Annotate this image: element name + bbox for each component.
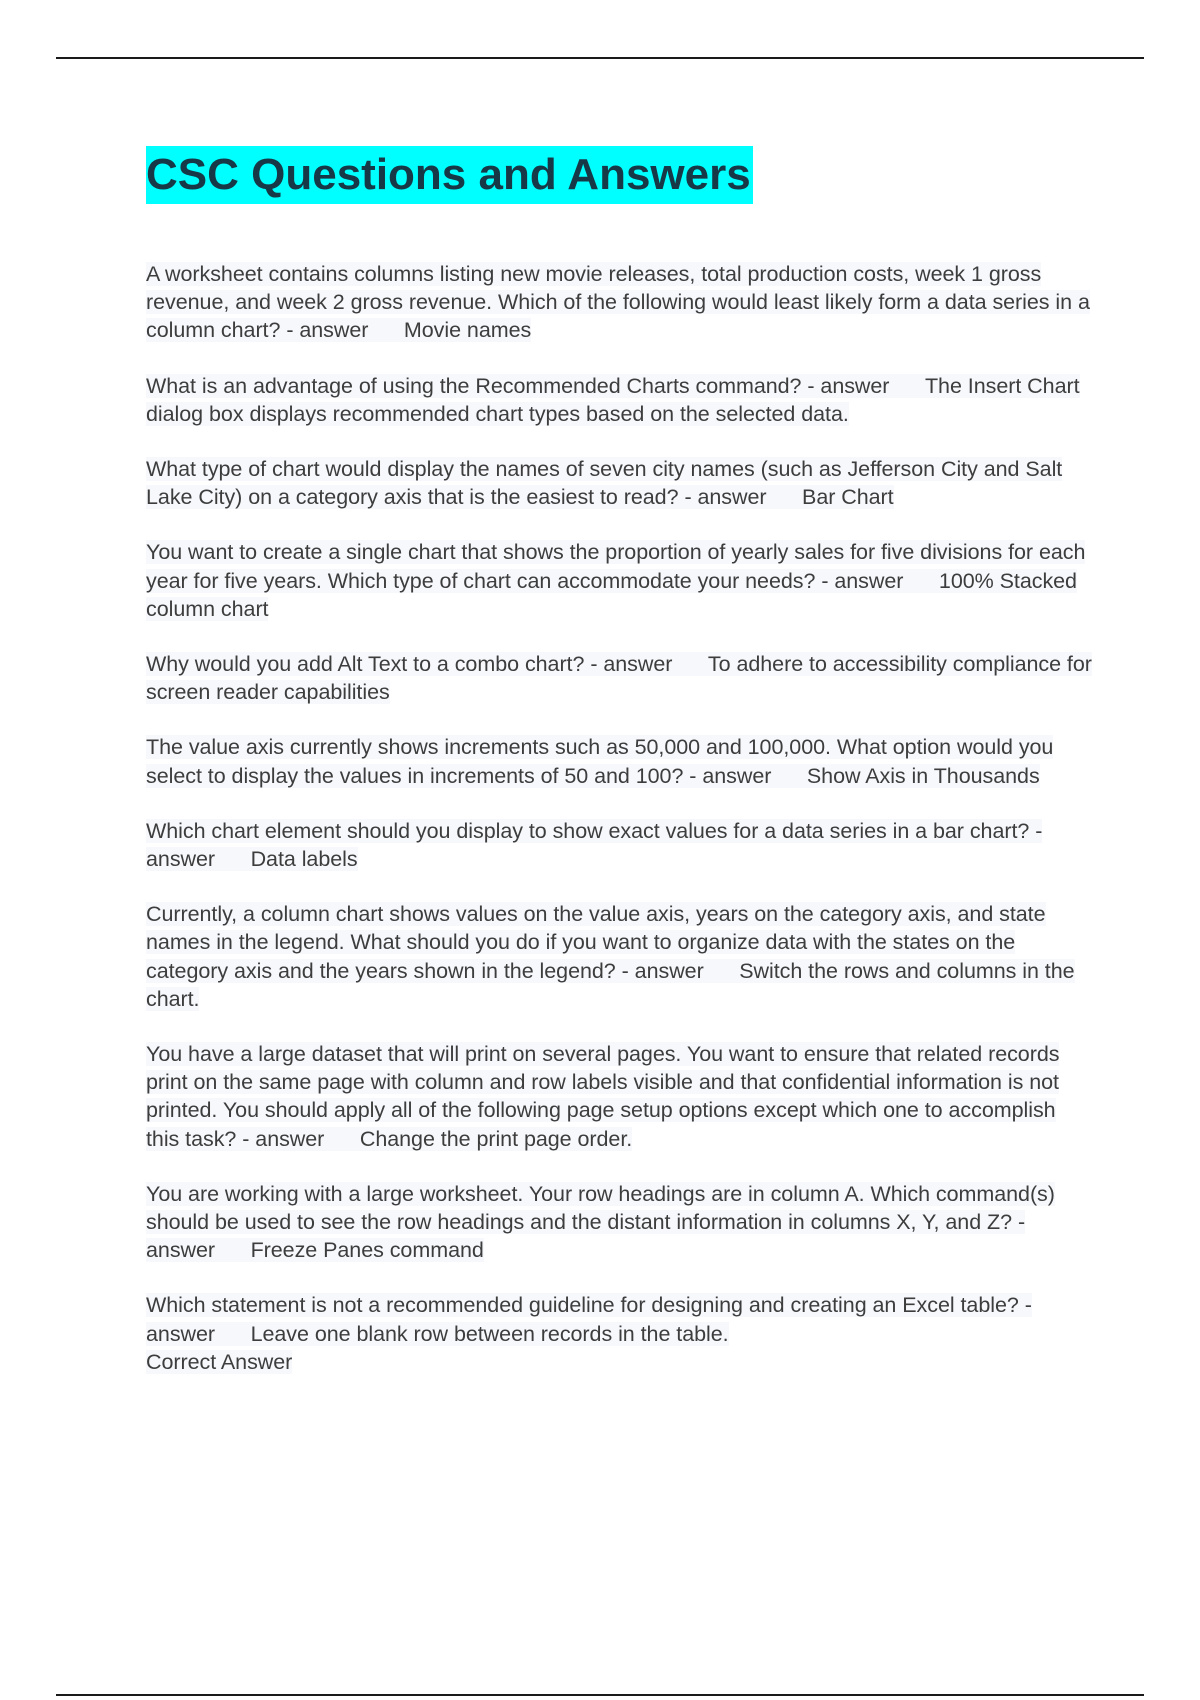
- qa-item: [146, 260, 1092, 345]
- question-text: A worksheet contains columns listing new movie releases, total production costs, week 1 gross revenue, and week 2 gross revenue. Which of the following would least likely form a data series in a column chart?: [146, 262, 1090, 343]
- qa-item: [146, 1180, 1092, 1265]
- question-text: You want to create a single chart that shows the proportion of yearly sales for five divisions for each year for five years. Which type of chart can accommodate your needs?: [146, 540, 1086, 593]
- qa-item: [146, 650, 1092, 706]
- answer-separator: - answer: [815, 569, 939, 593]
- question-text: Currently, a column chart shows values on the value axis, years on the category axis, and state names in the legend. What should you do if you want to organize data with the states on the category axis and the years shown in the legend?: [146, 902, 1046, 983]
- answer-text: Show Axis in Thousands: [806, 763, 1040, 788]
- answer-separator: - answer: [146, 1210, 1026, 1263]
- question-text: You have a large dataset that will print on several pages. You want to ensure that related records print on the same page with column and row labels visible and that confidential information is not printed. You should apply all of the following page setup options except which one to accomplish this task?: [146, 1042, 1060, 1151]
- qa-list: [146, 260, 1092, 1376]
- qa-item: [146, 1040, 1092, 1153]
- answer-text: Data labels: [250, 847, 358, 872]
- qa-item: [146, 455, 1092, 511]
- qa-item: [146, 538, 1092, 623]
- answer-text: Change the print page order.: [359, 1126, 633, 1151]
- qa-item: [146, 900, 1092, 1013]
- question-text: The value axis currently shows increments such as 50,000 and 100,000. What option would you select to display the values in increments of 50 and 100?: [146, 735, 1054, 788]
- question-text: Why would you add Alt Text to a combo chart?: [146, 652, 585, 677]
- answer-separator: - answer: [236, 1127, 360, 1151]
- document-body: [146, 146, 1092, 1403]
- title-block: [146, 146, 1092, 204]
- answer-text: To adhere to accessibility compliance for screen reader capabilities: [146, 652, 1092, 705]
- answer-separator: - answer: [801, 374, 925, 398]
- qa-item: [146, 1291, 1092, 1376]
- trailing-note: [146, 1348, 1092, 1376]
- answer-separator: - answer: [280, 318, 404, 342]
- qa-item: [146, 372, 1092, 428]
- page-title: CSC Questions and Answers: [146, 146, 753, 204]
- answer-text: Bar Chart: [802, 485, 894, 510]
- question-text: Which chart element should you display to show exact values for a data series in a bar chart?: [146, 818, 1030, 843]
- answer-text: Movie names: [403, 318, 532, 343]
- answer-separator: - answer: [146, 1293, 1032, 1346]
- answer-separator: - answer: [683, 764, 807, 788]
- answer-text: Switch the rows and columns in the chart.: [146, 958, 1075, 1011]
- answer-text: 100% Stacked column chart: [146, 568, 1077, 621]
- answer-separator: - answer: [679, 485, 803, 509]
- question-text: What type of chart would display the names of seven city names (such as Jefferson City and Salt Lake City) on a category axis that is the easiest to read?: [146, 457, 1063, 510]
- answer-separator: - answer: [146, 818, 1043, 872]
- answer-separator: - answer: [616, 959, 740, 983]
- answer-text: Freeze Panes command: [250, 1238, 484, 1263]
- question-text: Which statement is not a recommended guideline for designing and creating an Excel table?: [146, 1293, 1019, 1318]
- answer-text: Leave one blank row between records in the table.: [250, 1321, 729, 1346]
- trailing-note-text: Correct Answer: [146, 1349, 293, 1374]
- answer-text: The Insert Chart dialog box displays recommended chart types based on the selected data.: [146, 373, 1080, 426]
- question-text: What is an advantage of using the Recommended Charts command?: [146, 373, 802, 398]
- question-text: You are working with a large worksheet. Your row headings are in column A. Which command(s) should be used to see the row headings and the distant information in columns X, Y, and Z?: [146, 1181, 1055, 1235]
- answer-separator: - answer: [584, 652, 708, 676]
- qa-item: [146, 817, 1092, 873]
- header-rule: [56, 57, 1144, 59]
- footer-rule: [56, 1694, 1144, 1696]
- qa-item: [146, 733, 1092, 789]
